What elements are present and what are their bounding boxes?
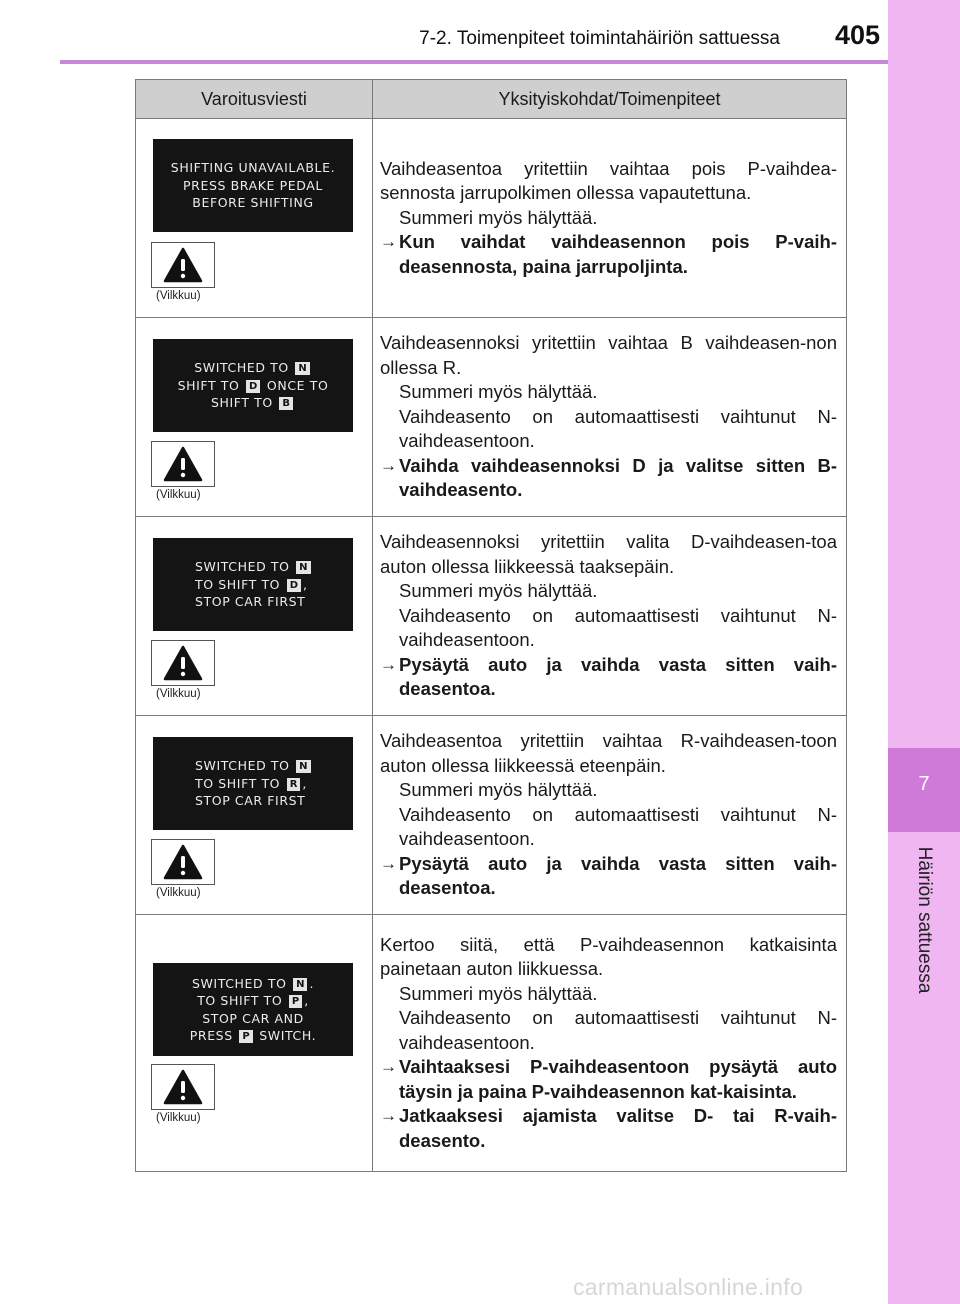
detail-note: Summeri myös hälyttää.: [399, 381, 598, 403]
display-message-line: [183, 177, 323, 195]
display-message-text: TO SHIFT TO: [197, 993, 287, 1008]
warning-triangle-icon: [163, 446, 203, 482]
display-message-text: STOP CAR AND: [202, 1010, 304, 1026]
arrow-right-icon: →: [380, 1106, 397, 1126]
table-header: [136, 80, 846, 119]
arrow-right-icon: →: [380, 1057, 397, 1077]
gear-indicator: N: [296, 760, 310, 773]
warning-light: [151, 640, 215, 686]
display-message-line: [171, 159, 335, 177]
display-message-line: [194, 359, 312, 377]
display-message-text: SWITCHED TO: [195, 559, 295, 575]
chapter-number: 7: [918, 773, 930, 795]
warning-light: [151, 242, 215, 288]
display-message-line: [195, 757, 313, 775]
action-step: [380, 852, 837, 901]
display-message-text: STOP CAR FIRST: [195, 793, 306, 809]
display-message-screen: [153, 339, 353, 432]
display-message-line: [195, 775, 307, 793]
warning-triangle-icon: [163, 645, 203, 681]
display-message-screen: [153, 963, 353, 1056]
watermark: carmanualsonline.info: [573, 1274, 804, 1300]
details-cell: [373, 517, 846, 715]
table-body: [136, 119, 846, 1171]
display-message-text: SHIFTING UNAVAILABLE.: [170, 160, 336, 176]
detail-note: Summeri myös hälyttää.: [399, 779, 598, 801]
display-message-line: [195, 792, 305, 810]
warning-light: [151, 839, 215, 885]
display-message-text: SHIFT TO: [177, 377, 245, 393]
blinking-note: (Vilkkuu): [156, 887, 201, 899]
description-text: Kertoo siitä, että P-vaihdeasennon katkaisinta painetaan auton liikkuessa.: [380, 933, 837, 980]
display-message-text: SWITCH.: [254, 1028, 317, 1043]
description-text: Vaihdeasentoa yritettiin vaihtaa pois P-vaihdea-sennosta jarrupolkimen ollessa vapautettuna.: [380, 157, 837, 204]
display-message-line: [195, 576, 308, 594]
details-cell: [373, 119, 846, 317]
action-step: [380, 230, 837, 279]
display-message-text: STOP CAR FIRST: [195, 594, 306, 610]
warning-triangle-icon: [163, 1069, 203, 1105]
blinking-note: (Vilkkuu): [156, 290, 201, 302]
action-step-text: Kun vaihdat vaihdeasennon pois P-vaih-deasennosta, paina jarrupoljinta.: [399, 231, 837, 277]
warning-image-cell: [136, 517, 373, 715]
blinking-note: (Vilkkuu): [156, 688, 201, 700]
display-message-screen: [153, 139, 353, 232]
gear-indicator: N: [296, 561, 310, 574]
gear-indicator: D: [287, 579, 301, 592]
warning-message-table: [135, 79, 847, 1172]
display-message-line: [195, 593, 305, 611]
display-message-text: PRESS BRAKE PEDAL: [183, 177, 323, 193]
display-message-line: [190, 1027, 316, 1045]
arrow-right-icon: →: [380, 853, 397, 873]
gear-indicator: P: [239, 1030, 252, 1043]
action-step: [380, 1104, 837, 1153]
action-step-text: Vaihda vaihdeasennoksi D ja valitse sitten B-vaihdeasento.: [399, 454, 837, 501]
gear-indicator: N: [295, 362, 309, 375]
detail-note: Vaihdeasento on automaattisesti vaihtunut N-vaihdeasentoon.: [399, 803, 837, 850]
action-step-text: Vaihtaaksesi P-vaihdeasentoon pysäytä auto täysin ja paina P-vaihdeasennon kat-kaisinta.: [399, 1056, 837, 1102]
display-message-text: BEFORE SHIFTING: [192, 195, 314, 211]
detail-note: Vaihdeasento on automaattisesti vaihtunut N-vaihdeasentoon.: [399, 604, 837, 651]
details-cell: [373, 318, 846, 516]
column-header-details: Yksityiskohdat/Toimenpiteet: [498, 88, 721, 109]
display-message-text: SWITCHED TO: [195, 758, 295, 774]
blinking-note: (Vilkkuu): [156, 1112, 201, 1124]
detail-note: Vaihdeasento on automaattisesti vaihtunut N-vaihdeasentoon.: [399, 405, 837, 452]
display-message-line: [197, 992, 309, 1010]
display-message-line: [211, 394, 295, 412]
display-message-line: [195, 558, 313, 576]
action-step: [380, 454, 837, 503]
display-message-line: [192, 975, 314, 993]
gear-indicator: P: [289, 995, 302, 1008]
action-step: [380, 653, 837, 702]
action-step-text: Jatkaaksesi ajamista valitse D- tai R-vaih-deasento.: [399, 1105, 837, 1151]
gear-indicator: D: [246, 380, 260, 393]
detail-note: Summeri myös hälyttää.: [399, 982, 598, 1004]
warning-light: [151, 441, 215, 487]
display-message-text: .: [309, 975, 315, 991]
gear-indicator: N: [293, 978, 307, 991]
display-message-text: ,: [304, 993, 309, 1008]
table-row: [136, 716, 846, 915]
table-row: [136, 915, 846, 1171]
table-row: [136, 318, 846, 517]
description-text: Vaihdeasennoksi yritettiin valita D-vaihdeasen-toa auton ollessa liikkeessä taaksepäin.: [380, 531, 837, 577]
warning-triangle-icon: [163, 247, 203, 283]
display-message-line: [178, 377, 329, 395]
display-message-text: SHIFT TO: [210, 395, 278, 411]
action-step-text: Pysäytä auto ja vaihda vasta sitten vaih-deasentoa.: [399, 852, 837, 899]
action-step: [380, 1055, 837, 1104]
chapter-side-tab: [888, 0, 960, 1304]
blinking-note: (Vilkkuu): [156, 489, 201, 501]
display-message-text: ,: [303, 576, 308, 592]
action-step-text: Pysäytä auto ja vaihda vasta sitten vaih-deasentoa.: [399, 653, 837, 700]
display-message-text: TO SHIFT TO: [195, 576, 285, 592]
display-message-text: ,: [302, 775, 307, 791]
display-message-text: TO SHIFT TO: [195, 775, 285, 791]
description-text: Vaihdeasentoa yritettiin vaihtaa R-vaihdeasen-toon auton ollessa liikkeessä eteenpäin.: [380, 730, 837, 776]
display-message-text: PRESS: [189, 1028, 238, 1043]
arrow-right-icon: →: [380, 654, 397, 674]
warning-image-cell: [136, 119, 373, 317]
running-header: 7-2. Toimenpiteet toimintahäiriön sattuessa: [419, 28, 780, 49]
page-number: 405: [834, 20, 880, 50]
chapter-label: Häiriön sattuessa: [914, 846, 935, 994]
warning-image-cell: [136, 318, 373, 516]
header-rule: [60, 60, 888, 64]
display-message-text: SWITCHED TO: [194, 360, 294, 376]
display-message-screen: [153, 538, 353, 631]
warning-triangle-icon: [163, 844, 203, 880]
display-message-line: [192, 194, 313, 212]
gear-indicator: R: [287, 778, 301, 791]
column-header-warning: Varoitusviesti: [136, 80, 373, 118]
display-message-line: [202, 1010, 304, 1028]
arrow-right-icon: →: [380, 455, 397, 475]
display-message-text: ONCE TO: [262, 377, 329, 393]
warning-light: [151, 1064, 215, 1110]
detail-note: Vaihdeasento on automaattisesti vaihtunut N-vaihdeasentoon.: [399, 1007, 837, 1053]
warning-image-cell: [136, 716, 373, 914]
arrow-right-icon: →: [380, 232, 397, 252]
description-text: Vaihdeasennoksi yritettiin vaihtaa B vaihdeasen-non ollessa R.: [380, 332, 837, 378]
details-cell: [373, 716, 846, 914]
table-row: [136, 119, 846, 318]
display-message-text: SWITCHED TO: [191, 975, 292, 991]
detail-note: Summeri myös hälyttää.: [399, 206, 598, 228]
details-cell: [373, 915, 846, 1171]
warning-image-cell: [136, 915, 373, 1171]
display-message-screen: [153, 737, 353, 830]
gear-indicator: B: [279, 397, 293, 410]
table-row: [136, 517, 846, 716]
detail-note: Summeri myös hälyttää.: [399, 580, 598, 602]
